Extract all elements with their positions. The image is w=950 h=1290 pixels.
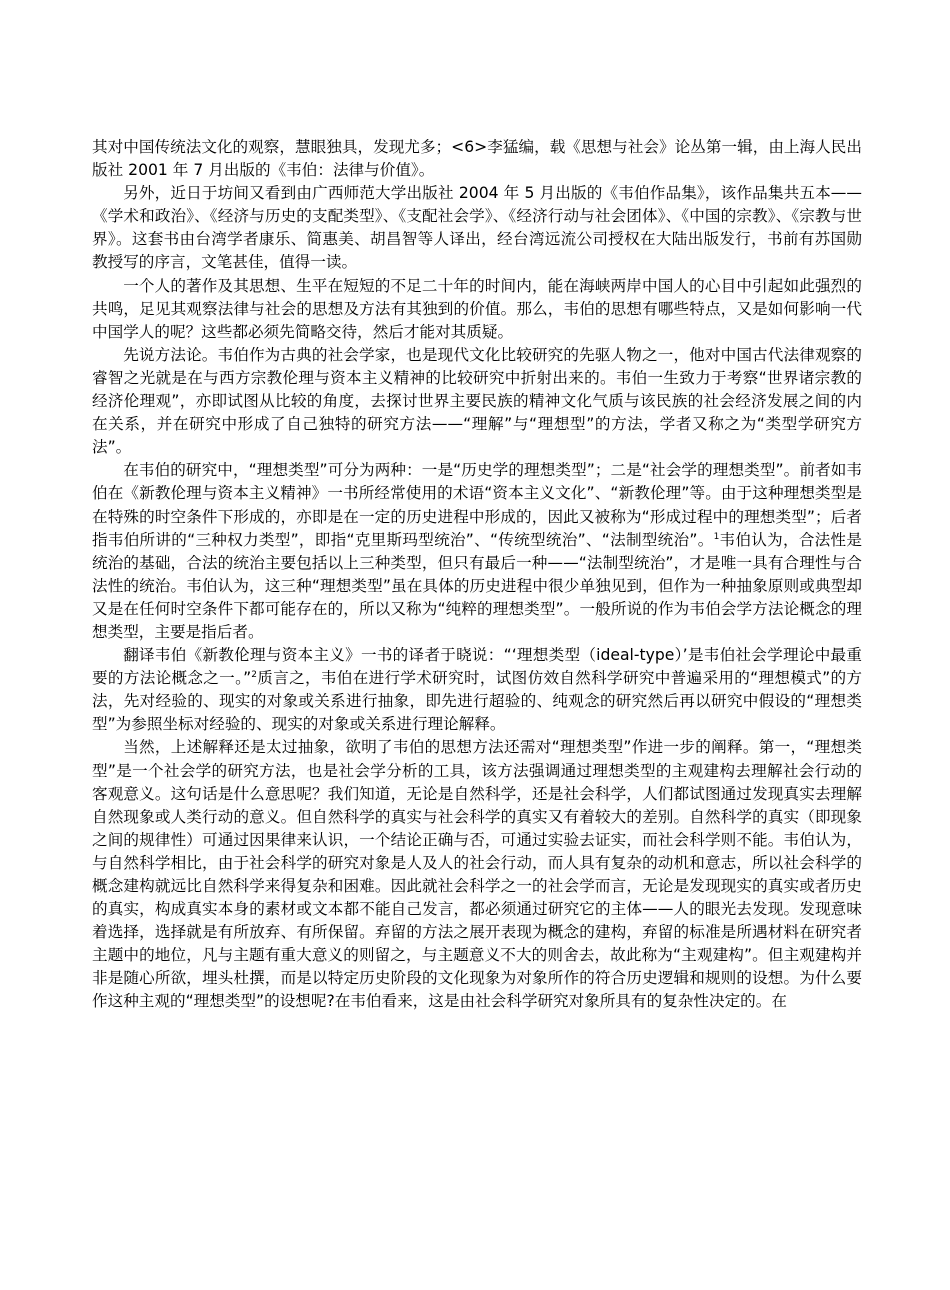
paragraph-p3 [92, 344, 862, 459]
paragraph-text: 其对中国传统法文化的观察，慧眼独具，发现尤多；<6>李猛编，载《思想与社会》论丛第一辑，由上海人民出版社 2001 年 7 月出版的《韦伯：法律与价值》。 [92, 138, 862, 180]
paragraph-text: 韦伯认为，合法性是统治的基础，合法的统治主要包括以上三种类型，但只有最后一种——“法制型统治”，才是唯一具有合理性与合法性的统治。韦伯认为，这三种“理想类型”虽在具体的历史进程中很少单独见到，但作为一种抽象原则或典型却又是在任何时空条件下都可能存在的，所以又称为“纯粹的理想类型”。一般所说的作为韦伯会学方法论概念的理想类型，主要是指后者。 [92, 530, 862, 641]
paragraph-text: 一个人的著作及其思想、生平在短短的不足二十年的时间内，能在海峡两岸中国人的心目中引起如此强烈的共鸣，足见其观察法律与社会的思想及方法有其独到的价值。那么，韦伯的思想有哪些特点，又是如何影响一代中国学人的呢？这些都必须先简略交待，然后才能对其质疑。 [92, 276, 862, 341]
paragraph-p4 [92, 459, 862, 644]
footnote-marker: 2 [251, 669, 257, 680]
paragraph-p6 [92, 736, 862, 1013]
document-body [92, 136, 862, 1014]
paragraph-p5 [92, 644, 862, 736]
paragraph-text: 先说方法论。韦伯作为古典的社会学家，也是现代文化比较研究的先驱人物之一，他对中国古代法律观察的睿智之光就是在与西方宗教伦理与资本主义精神的比较研究中折射出来的。韦伯一生致力于考察“世界诸宗教的经济伦理观”，亦即试图从比较的角度，去探讨世界主要民族的精神文化气质与该民族的社会经济发展之间的内在关系，并在研究中形成了自己独特的研究方法——“理解”与“理想型”的方法，学者又称之为“类型学研究方法”。 [92, 345, 862, 457]
paragraph-text: 在韦伯的研究中，“理想类型”可分为两种：一是“历史学的理想类型”；二是“社会学的理想类型”。前者如韦伯在《新教伦理与资本主义精神》一书所经常使用的术语“资本主义文化”、“新教伦理”等。由于这种理想类型是在特殊的时空条件下形成的，亦即是在一定的历史进程中形成的，因此又被称为“形成过程中的理想类型”；后者指韦伯所讲的“三种权力类型”，即指“克里斯玛型统治”、“传统型统治”、“法制型统治”。 [92, 461, 862, 549]
footnote-marker: 1 [713, 531, 720, 542]
paragraph-p1 [92, 182, 862, 274]
paragraph-text: 质言之，韦伯在进行学术研究时，试图仿效自然科学研究中普遍采用的“理想模式”的方法，先对经验的、现实的对象或关系进行抽象，即先进行超验的、纯观念的研究然后再以研究中假设的“理想类型”为参照坐标对经验的、现实的对象或关系进行理论解释。 [92, 669, 862, 734]
paragraph-p0 [92, 136, 862, 182]
paragraph-text: 翻译韦伯《新教伦理与资本主义》一书的译者于晓说：“‘理想类型（ideal-type）’是韦伯社会学理论中最重要的方法论概念之一。” [92, 646, 862, 688]
paragraph-text: 另外，近日于坊间又看到由广西师范大学出版社 2004 年 5 月出版的《韦伯作品集》，该作品集共五本——《学术和政治》、《经济与历史的支配类型》、《支配社会学》、《经济行动与社会团体》、《中国的宗教》、《宗教与世界》。这套书由台湾学者康乐、简惠美、胡昌智等人译出，经台湾远流公司授权在大陆出版发行，书前有苏国勋教授写的序言，文笔甚佳，值得一读。 [92, 184, 862, 272]
paragraph-p2 [92, 275, 862, 344]
paragraph-text: 当然，上述解释还是太过抽象，欲明了韦伯的思想方法还需对“理想类型”作进一步的阐释。第一，“理想类型”是一个社会学的研究方法，也是社会学分析的工具，该方法强调通过理想类型的主观建构去理解社会行动的客观意义。这句话是什么意思呢？我们知道，无论是自然科学，还是社会科学，人们都试图通过发现真实去理解自然现象或人类行动的意义。但自然科学的真实与社会科学的真实又有着较大的差别。自然科学的真实（即现象之间的规律性）可通过因果律来认识，一个结论正确与否，可通过实验去证实，而社会科学则不能。韦伯认为，与自然科学相比，由于社会科学的研究对象是人及人的社会行动，而人具有复杂的动机和意志，所以社会科学的概念建构就远比自然科学来得复杂和困难。因此就社会科学之一的社会学而言，无论是发现现实的真实或者历史的真实，构成真实本身的素材或文本都不能自己发言，都必须通过研究它的主体——人的眼光去发现。发现意味着选择，选择就是有所放弃、有所保留。弃留的方法之展开表现为概念的建构，弃留的标准是所遇材料在研究者主题中的地位，凡与主题有重大意义的则留之，与主题意义不大的则舍去，故此称为“主观建构”。但主观建构并非是随心所欲，埋头杜撰，而是以特定历史阶段的文化现象为对象所作的符合历史逻辑和规则的设想。为什么要作这种主观的“理想类型”的设想呢?在韦伯看来，这是由社会科学研究对象所具有的复杂性决定的。在 [92, 738, 862, 1011]
